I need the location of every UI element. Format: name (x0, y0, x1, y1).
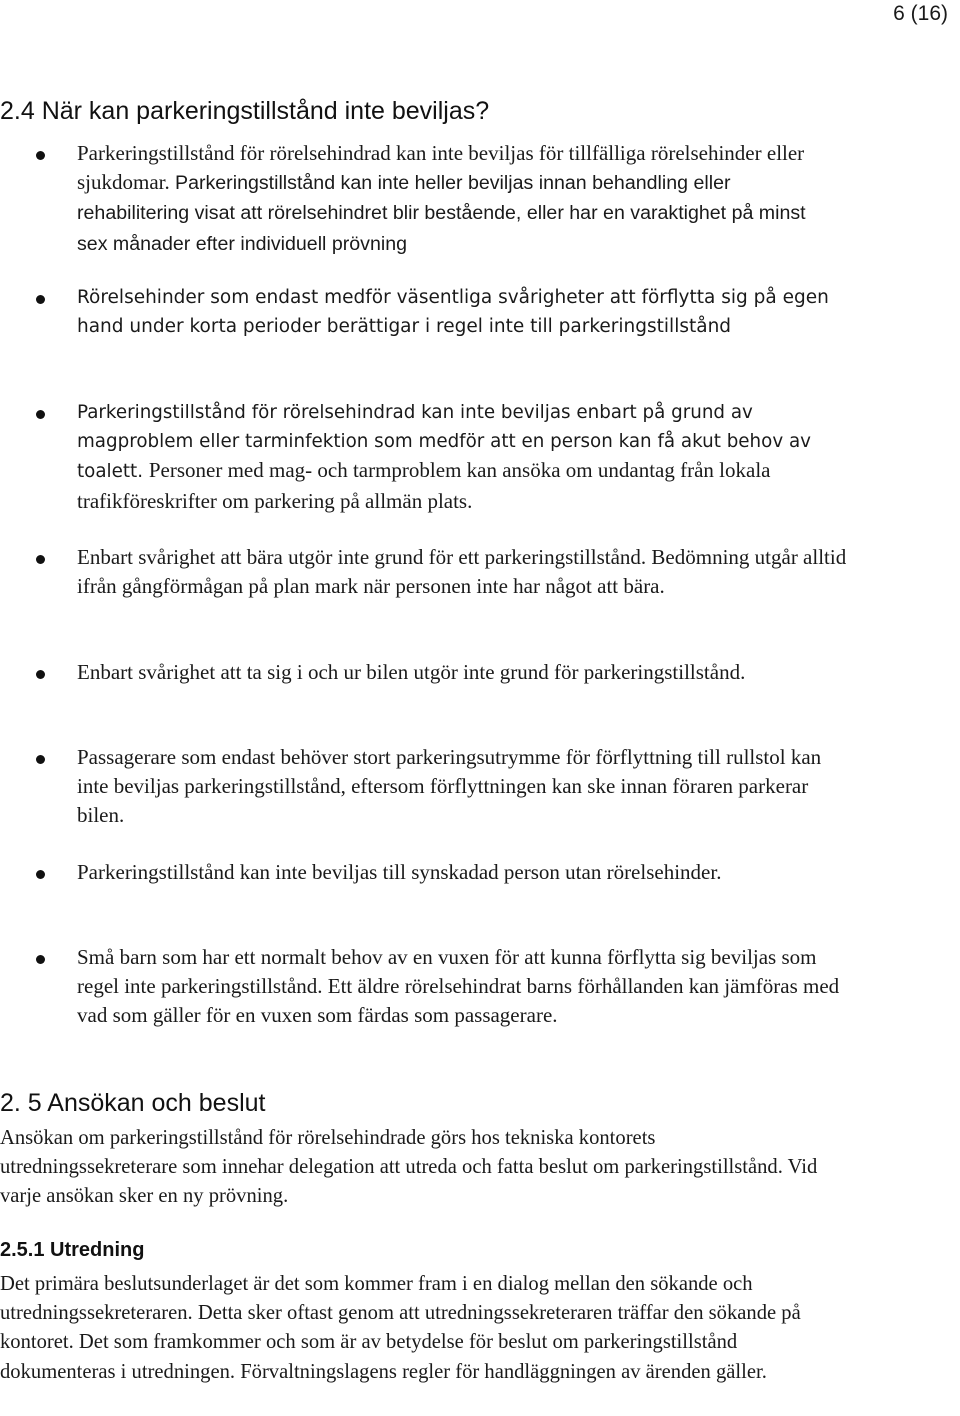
list-item-text: Enbart svårighet att ta sig i och ur bilen utgör inte grund för parkeringstillstånd. (77, 660, 746, 684)
body-paragraph: Ansökan om parkeringstillstånd för rörelsehindrade görs hos tekniska kontorets utredningssekreterare som innehar delegation att utreda och fatta beslut om parkeringstillstånd. Vid varje ansökan sker en ny prövning. (0, 1127, 818, 1208)
bullet-icon (36, 755, 45, 764)
page-number: 6 (16) (893, 2, 948, 25)
list-item-text: Parkeringstillstånd för rörelsehindrad kan inte beviljas för tillfälliga rörelsehinder eller sjukdomar. Parkeringstillstånd kan inte heller beviljas innan behandling eller rehabilitering visat att rörelsehindret blir bestående, eller har en varaktighet på minst sex månader efter individuell prövning (77, 141, 806, 255)
list-item-text: Enbart svårighet att bära utgör inte grund för ett parkeringstillstånd. Bedömning utgår alltid ifrån gångförmågan på plan mark när personen inte har något att bära. (77, 545, 847, 599)
bullet-icon (36, 555, 45, 564)
bullet-icon (36, 410, 45, 419)
list-item-text: Parkeringstillstånd för rörelsehindrad kan inte beviljas enbart på grund av magproblem eller tarminfektion som medför att en person kan få akut behov av toalett. Personer med mag- och tarmproblem kan ansöka om undantag från lokala trafikföreskrifter om parkering på allmän plats. (77, 402, 811, 513)
bullet-icon (36, 670, 45, 679)
subsection-heading: 2.5.1 Utredning (0, 1239, 145, 1261)
section-heading: 2. 5 Ansökan och beslut (0, 1089, 266, 1117)
section-heading: 2.4 När kan parkeringstillstånd inte beviljas? (0, 97, 490, 125)
bullet-icon (36, 151, 45, 160)
list-item-text: Rörelsehinder som endast medför väsentliga svårigheter att förflytta sig på egen hand under korta perioder berättigar i regel inte till parkeringstillstånd (77, 287, 829, 338)
bullet-icon (36, 295, 45, 304)
list-item-text: Små barn som har ett normalt behov av en vuxen för att kunna förflytta sig beviljas som regel inte parkeringstillstånd. Ett äldre rörelsehindrat barns förhållanden kan jämföras med vad som gäller för en vuxen som färdas som passagerare. (77, 945, 840, 1028)
body-paragraph: Det primära beslutsunderlaget är det som kommer fram i en dialog mellan den sökande och utredningssekreteraren. Detta sker oftast genom att utredningssekreteraren träffar den sökande på kontoret. Det som framkommer och som är av betydelse för beslut om parkeringstillstånd dokumenteras i utredningen. Förvaltningslagens regler för handläggningen av ärenden gäller. (0, 1273, 801, 1383)
bullet-icon (36, 955, 45, 964)
list-item-text: Passagerare som endast behöver stort parkeringsutrymme för förflyttning till rullstol kan inte beviljas parkeringstillstånd, eftersom förflyttningen kan ske innan föraren parkerar bilen. (77, 745, 822, 828)
bullet-icon (36, 870, 45, 879)
list-item-text: Parkeringstillstånd kan inte beviljas till synskadad person utan rörelsehinder. (77, 860, 722, 884)
